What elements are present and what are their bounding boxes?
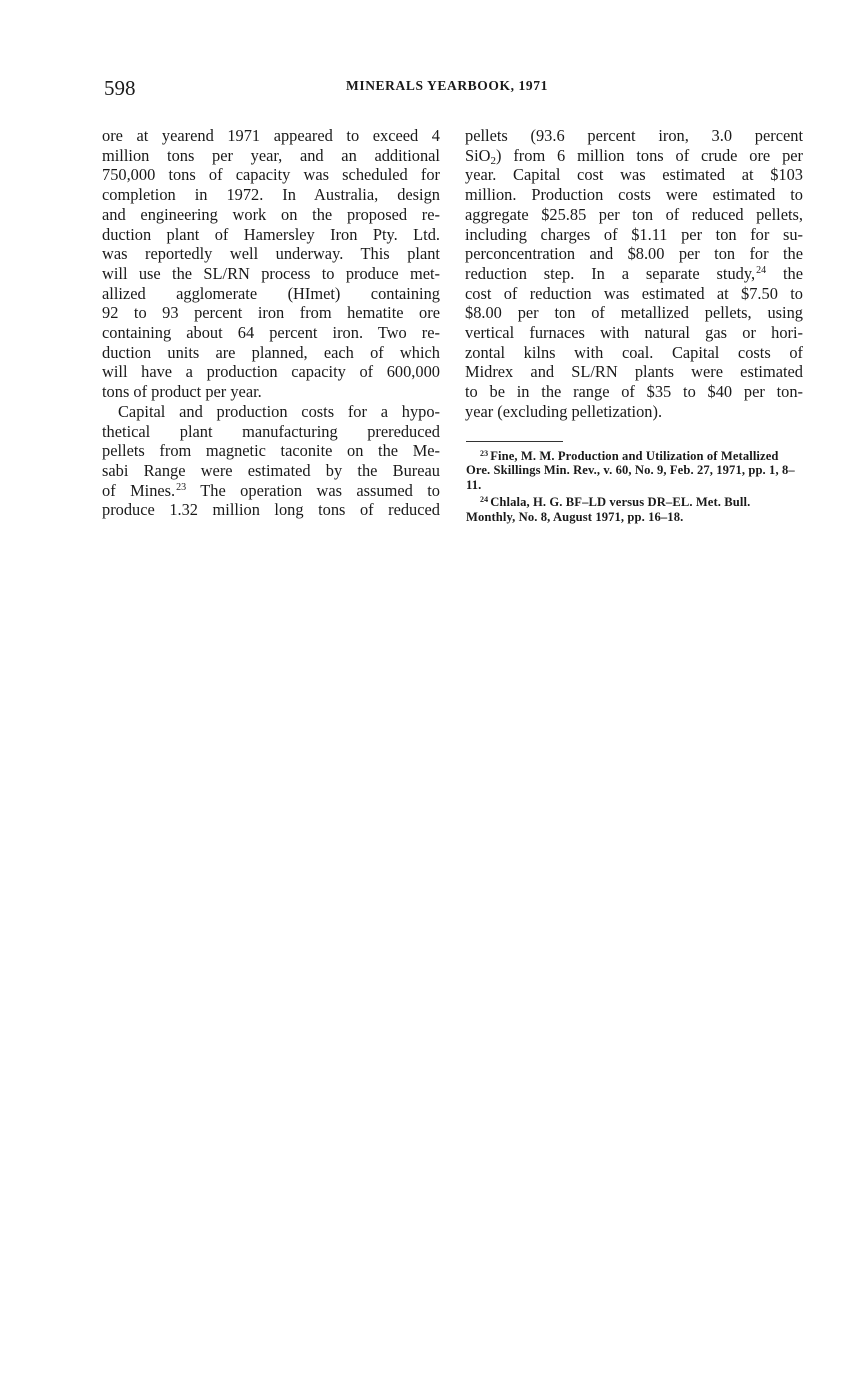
footnote-text: Fine, M. M. Production and Utilization of Metallized Ore. Skillings Min. Rev., v. 60, No. 9, Feb. 27, 1971, pp. 1, 8–11.	[466, 449, 795, 492]
text-line: was reportedly well underway. This plant	[102, 244, 440, 264]
paragraph-2	[102, 402, 440, 520]
text-line: 750,000 tons of capacity was scheduled for	[102, 165, 440, 185]
footnote-23	[466, 449, 803, 492]
text-line: including charges of $1.11 per ton for su-	[465, 224, 803, 244]
text-line: cost of reduction was estimated at $7.50 to	[465, 283, 803, 303]
paragraph-1	[102, 126, 440, 402]
footnote-number: 23	[480, 449, 489, 458]
text-segment: SiO	[465, 145, 491, 165]
text-line: allized agglomerate (HImet) containing	[102, 283, 440, 303]
text-line: to be in the range of $35 to $40 per ton-	[465, 382, 803, 402]
subscript: 2	[490, 154, 497, 167]
footnote-number: 24	[480, 495, 489, 505]
text-line: zontal kilns with coal. Capital costs of	[465, 342, 803, 362]
page-number: 598	[104, 76, 136, 100]
text-line	[102, 481, 440, 501]
text-line: completion in 1972. In Australia, design	[102, 185, 440, 205]
text-segment: the	[766, 263, 803, 283]
text-segment: ) from 6 million tons of crude ore per	[496, 145, 803, 165]
text-line: will have a production capacity of 600,000	[102, 362, 440, 382]
footnote-divider	[466, 441, 563, 442]
text-line: sabi Range were estimated by the Bureau	[102, 460, 440, 480]
text-line: 92 to 93 percent iron from hematite ore	[102, 303, 440, 323]
text-line: year (excluding pelletization).	[465, 401, 663, 421]
text-line: and engineering work on the proposed re-	[102, 204, 440, 224]
text-line: Capital and production costs for a hypo-	[118, 401, 440, 421]
text-line: vertical furnaces with natural gas or hori-	[465, 323, 803, 343]
text-line: pellets (93.6 percent iron, 3.0 percent	[465, 126, 803, 145]
text-line: will use the SL/RN process to produce met-	[102, 263, 440, 283]
text-line: duction plant of Hamersley Iron Pty. Ltd.	[102, 224, 440, 244]
text-line: containing about 64 percent iron. Two re-	[102, 323, 440, 343]
text-line: duction units are planned, each of which	[102, 342, 440, 362]
text-line: year. Capital cost was estimated at $103	[465, 165, 803, 185]
text-line: perconcentration and $8.00 per ton for the	[465, 244, 803, 264]
text-segment: reduction step. In a separate study,	[465, 263, 756, 283]
text-line	[465, 264, 803, 284]
text-line	[465, 146, 803, 166]
footnote-ref-24: 24	[756, 264, 767, 276]
text-segment: The operation was assumed to	[186, 480, 441, 500]
text-line: produce 1.32 million long tons of reduced	[102, 500, 440, 520]
right-column	[465, 126, 803, 422]
text-line: $8.00 per ton of metallized pellets, using	[465, 303, 803, 323]
text-line: Midrex and SL/RN plants were estimated	[465, 362, 803, 382]
text-line: million tons per year, and an additional	[102, 145, 440, 165]
footnote-24	[466, 495, 803, 524]
text-segment: of Mines.	[102, 480, 176, 500]
text-line: pellets from magnetic taconite on the Me-	[102, 441, 440, 461]
text-line: million. Production costs were estimated to	[465, 185, 803, 205]
left-column	[102, 126, 440, 520]
running-head: MINERALS YEARBOOK, 1971	[346, 78, 548, 93]
text-line: thetical plant manufacturing prereduced	[102, 421, 440, 441]
footnote-text: Chlala, H. G. BF–LD versus DR–EL. Met. Bull. Monthly, No. 8, August 1971, pp. 16–18.	[466, 495, 751, 524]
footnotes	[466, 449, 803, 527]
footnote-ref-23: 23	[176, 481, 187, 493]
text-line: tons of product per year.	[102, 382, 262, 402]
text-line: ore at yearend 1971 appeared to exceed 4	[102, 126, 440, 145]
text-line: aggregate $25.85 per ton of reduced pellets,	[465, 204, 803, 224]
